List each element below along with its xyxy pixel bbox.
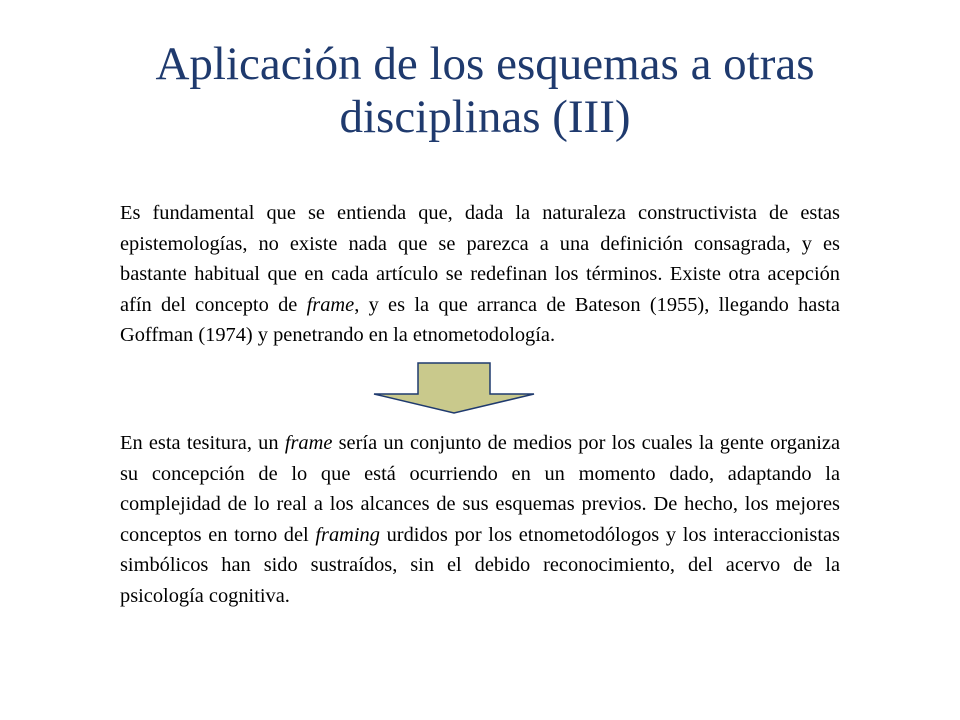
paragraph-1-text-b: , y es la que arranca de Bateson (1955), llegando hasta Goffman (1974) y penetrando en la etnometodología. xyxy=(120,293,840,346)
paragraph-2 xyxy=(120,428,840,611)
down-arrow-icon xyxy=(372,362,536,414)
slide-title xyxy=(60,38,910,144)
paragraph-2-term-frame: frame xyxy=(284,432,333,454)
slide-title-line-1: Aplicación de los esquemas a otras xyxy=(155,38,815,90)
paragraph-2-text-c: urdidos por los etnometodólogos y los interaccionistas simbólicos han sido sustraídos, sin el debido reconocimiento, del acervo de la psicología cognitiva. xyxy=(120,523,840,607)
down-arrow-shape xyxy=(374,363,534,413)
paragraph-1-text-a: Es fundamental que se entienda que, dada la naturaleza constructivista de estas epistemologías, no existe nada que se parezca a una definición consagrada, y es bastante habitual que en cada artículo se redefinan los términos. Existe otra acepción afín del concepto de xyxy=(120,202,840,316)
paragraph-1-term-frame: frame xyxy=(306,293,355,316)
paragraph-1 xyxy=(120,198,840,351)
paragraph-2-text-a: En esta tesitura, un xyxy=(120,432,285,454)
slide-title-line-2: disciplinas (III) xyxy=(339,91,631,143)
paragraph-2-text-b: sería un conjunto de medios por los cuales la gente organiza su concepción de lo que está ocurriendo en un momento dado, adaptando la complejidad de lo real a los alcances de sus esquemas previos. De hecho, los mejores conceptos en torno del xyxy=(120,432,840,546)
paragraph-2-term-framing: framing xyxy=(315,523,380,546)
